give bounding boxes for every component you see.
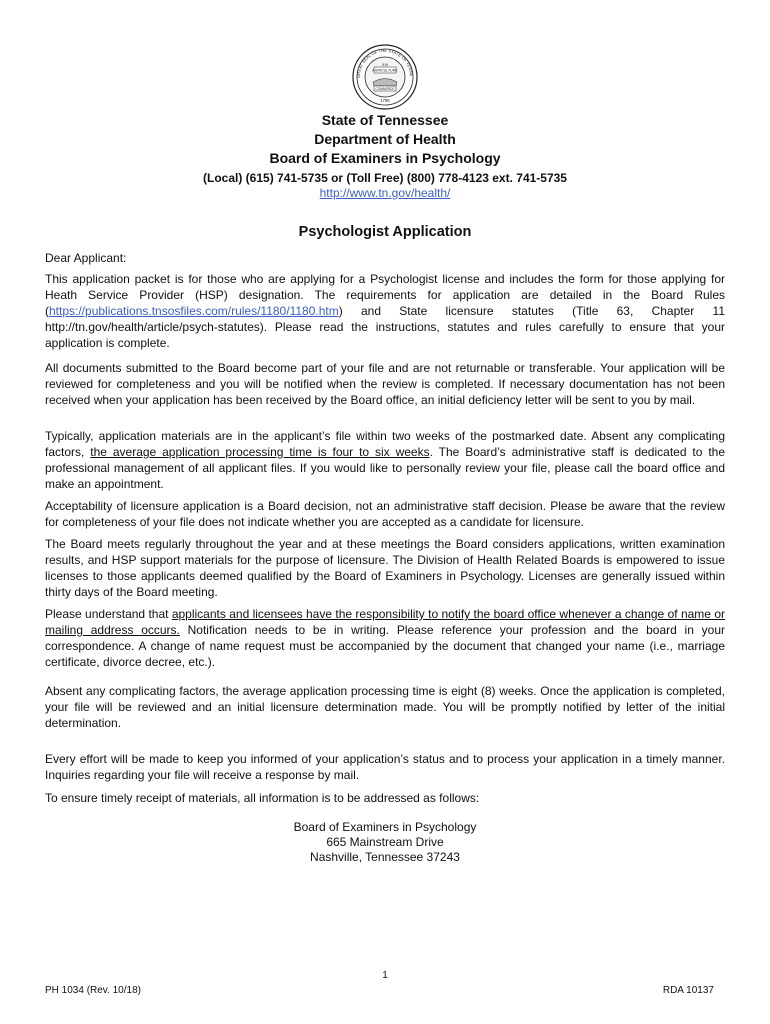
- health-website-link[interactable]: http://www.tn.gov/health/: [319, 186, 451, 200]
- department-name: Department of Health: [314, 131, 456, 147]
- processing-time-note: the average application processing time is four to six weeks: [90, 445, 430, 459]
- mailing-address: [0, 820, 770, 865]
- paragraph-processing-text-a: Typically, application materials are in the applicant’s file within two weeks of the postmarked date. Absent any complicating factors,: [45, 429, 725, 459]
- page-title: Psychologist Application: [298, 224, 472, 240]
- rda-number: RDA 10137: [662, 985, 714, 996]
- letterhead: [0, 111, 770, 168]
- salutation: Dear Applicant:: [45, 251, 127, 265]
- seal-agriculture-text: AGRICULTURE: [372, 68, 398, 73]
- paragraph-address-change-text-a: Please understand that: [45, 607, 172, 621]
- paragraph-status: Every effort will be made to keep you informed of your application’s status and to process your application in a timely manner. Inquiries regarding your file will receive a response by mail.: [45, 752, 725, 782]
- paragraph-documents: All documents submitted to the Board become part of your file and are not returnable or transferable. Your application will be reviewed for completeness and you will be notified when the review is completed. If necessary documentation has not been received when your application has been received by the Board office, an initial deficiency letter will be sent to you by mail.: [45, 361, 725, 407]
- state-name: State of Tennessee: [321, 112, 449, 128]
- board-name: Board of Examiners in Psychology: [269, 150, 501, 166]
- paragraph-processing: [45, 428, 725, 492]
- paragraph-address-change-text-b: Notification needs to be in writing. Please reference your profession and the board in your correspondence. A change of name request must be accompanied by the document that changed your name (i.e., marriage certificate, divorce decree, etc.).: [45, 623, 725, 669]
- seal-roman-numeral: XVI: [381, 62, 389, 67]
- paragraph-address-instructions: To ensure timely receipt of materials, all information is to be addressed as follows:: [45, 791, 480, 805]
- page-number: 1: [382, 970, 388, 981]
- form-number: PH 1034 (Rev. 10/18): [45, 985, 141, 996]
- seal-ring-text: GREAT SEAL OF THE STATE OF TENNE: [355, 47, 415, 79]
- paragraph-intro-text-a: This application packet is for those who are applying for a Psychologist license and includes the form for those applying for Heath Service Provider (HSP) designation. The requirements for application are detailed in the Board Rules (: [45, 272, 725, 318]
- address-line-1: Board of Examiners in Psychology: [293, 820, 477, 834]
- responsibility-note: applicants and licensees have the responsibility to notify the board office whenever a change of name or mailing address occurs.: [45, 607, 725, 637]
- paragraph-board-meetings: The Board meets regularly throughout the year and at these meetings the Board considers applications, written examination results, and HSP support materials for the purpose of licensure. The Division of Health Related Boards is empowered to issue licenses to those applicants deemed qualified by the Board of Examiners in Psychology. Licenses are generally issued within thirty days of the Board meeting.: [45, 537, 725, 599]
- board-rules-link[interactable]: https://publications.tnsosfiles.com/rules/1180/1180.htm: [49, 304, 339, 318]
- seal-year: 1796: [380, 98, 390, 103]
- paragraph-intro-text-b: ) and State licensure statutes (Title 63, Chapter 11 http://tn.gov/health/article/psych-statutes). Please read the instructions, statutes and rules carefully to ensure that your application is complete.: [45, 304, 725, 350]
- paragraph-intro: [45, 271, 725, 351]
- address-line-3: Nashville, Tennessee 37243: [310, 850, 460, 864]
- address-line-2: 665 Mainstream Drive: [326, 835, 444, 849]
- paragraph-processing-time: Absent any complicating factors, the average application processing time is eight (8) weeks. Once the application is completed, your file will be reviewed and an initial licensure determination made. You will be promptly notified by letter of the initial determination.: [45, 684, 725, 730]
- seal-commerce-text: COMMERCE: [375, 87, 395, 91]
- phone-line: (Local) (615) 741-5735 or (Toll Free) (800) 778-4123 ext. 741-5735: [203, 171, 567, 185]
- paragraph-address-change: [45, 606, 725, 670]
- paragraph-acceptability: Acceptability of licensure application is a Board decision, not an administrative staff decision. Please be aware that the review for completeness of your file does not indicate whether you are accepted as a candidate for licensure.: [45, 499, 725, 529]
- state-seal-icon: [352, 44, 418, 110]
- paragraph-processing-text-b: . The Board’s administrative staff is dedicated to the professional management of all applicant files. If you would like to personally review your file, please call the board office and make an appointment.: [45, 445, 725, 491]
